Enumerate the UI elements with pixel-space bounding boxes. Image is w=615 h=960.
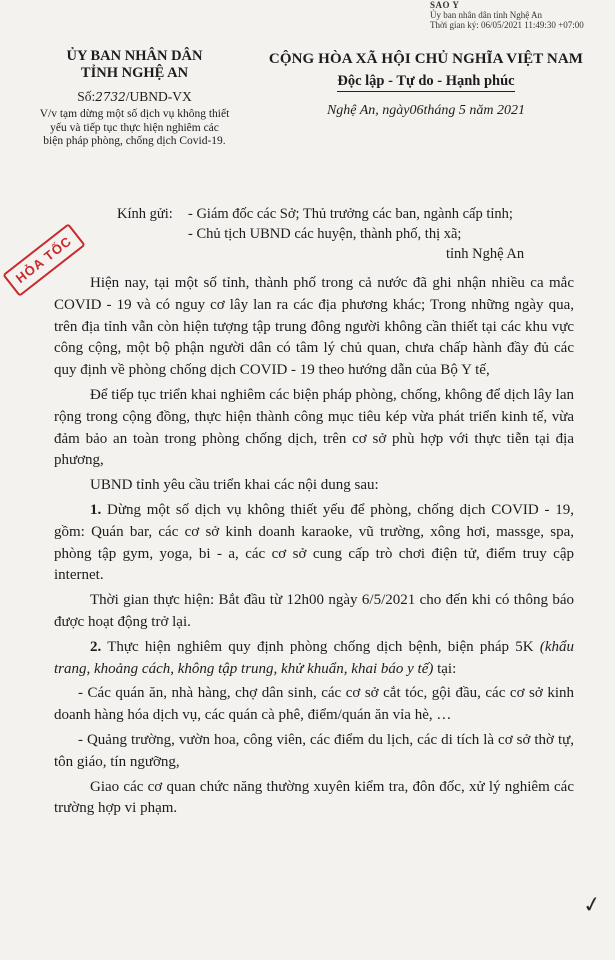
item-2 <box>54 637 574 681</box>
issuer-org-line-2: TỈNH NGHỆ AN <box>80 65 189 81</box>
recipient-3: tỉnh Nghệ An <box>446 246 525 262</box>
paragraph-4: Thời gian thực hiện: Bắt đầu từ 12h00 ngày 6/5/2021 cho đến khi có thông báo được hoạt động trở lại. <box>54 592 574 630</box>
national-header <box>245 50 607 120</box>
item-2-number: 2. <box>90 638 102 655</box>
document-body <box>54 273 574 823</box>
nation-name: CỘNG HÒA XÃ HỘI CHỦ NGHĨA VIỆT NAM <box>268 51 584 67</box>
issuer-org-line-1: ỦY BAN NHÂN DÂN <box>66 48 203 64</box>
paragraph-2: Để tiếp tục triển khai nghiêm các biện pháp phòng, chống, không để dịch lây lan rộng trong cộng đồng, thực hiện thành công mục tiêu kép vừa phát triển kinh tế, vừa đảm bảo an toàn trong phòng chống dịch, trên cơ sở phù hợp với thực tiễn tại địa phương, <box>54 386 574 469</box>
item-2-tail: tại: <box>433 660 457 677</box>
issuer-header <box>22 48 247 149</box>
recipients-label: Kính gửi: <box>117 206 173 222</box>
item-1 <box>54 500 574 587</box>
document-number <box>22 88 247 106</box>
item-2-text: Thực hiện nghiêm quy định phòng chống dịch bệnh, biện pháp 5K <box>101 638 540 655</box>
check-mark-icon: ✓ <box>580 891 604 920</box>
recipient-2: - Chủ tịch UBND các huyện, thành phố, thị xã; <box>188 226 462 242</box>
document-number-value: 2732 <box>95 90 126 104</box>
digital-signature-stamp <box>430 0 615 30</box>
item-1-number: 1. <box>90 501 102 518</box>
document-number-prefix: Số: <box>77 89 96 104</box>
item-2-italic: (khẩu trang, khoảng cách, không tập trung, khử khuẩn, khai báo y tế) <box>54 638 574 677</box>
bullet-1: - Các quán ăn, nhà hàng, chợ dân sinh, các cơ sở cắt tóc, gội đầu, các cơ sở kinh doanh hàng hóa dịch vụ, các quán cà phê, điểm/quán ăn vỉa hè, … <box>54 685 574 724</box>
paragraph-1: Hiện nay, tại một số tỉnh, thành phố trong cả nước đã ghi nhận nhiều ca mắc COVID - 19 và có nguy cơ lây lan ra các địa phương khác; Trong những ngày qua, trên địa tỉnh vẫn còn hiện tượng tập trung đông người không cần thiết tại các khu vực công cộng, một bộ phận người dân có tâm lý chủ quan, chưa chấp hành đầy đủ các quy định về phòng chống dịch COVID - 19 theo hướng dẫn của Bộ Y tế, <box>54 275 574 379</box>
document-subject <box>22 108 247 149</box>
stamp-line-3: Thời gian ký: 06/05/2021 11:49:30 +07:00 <box>430 20 584 30</box>
urgent-stamp: HỎA TỐC <box>2 223 85 297</box>
document-number-suffix: /UBND-VX <box>125 89 192 104</box>
subject-line-2: yếu và tiếp tục thực hiện nghiêm các <box>50 121 219 134</box>
bullet-2: - Quảng trường, vườn hoa, công viên, các điểm du lịch, các di tích là cơ sở thờ tự, tôn giáo, tín ngưỡng, <box>54 731 574 770</box>
document-date: Nghệ An, ngày06tháng 5 năm 2021 <box>326 103 526 118</box>
recipients-list <box>188 204 608 264</box>
item-1-text: Dừng một số dịch vụ không thiết yếu để phòng, chống dịch COVID - 19, gồm: Quán bar, các cơ sở kinh doanh karaoke, vũ trường, xông hơi, massge, spa, phòng tập gym, yoga, bi - a, các cơ sở cung cấp trò chơi điện tử, điểm truy cập internet. <box>54 501 574 584</box>
stamp-line-1: SAO Y <box>430 0 460 10</box>
paragraph-5: Giao các cơ quan chức năng thường xuyên kiểm tra, đôn đốc, xử lý nghiêm các trường hợp vi phạm. <box>54 778 574 817</box>
paragraph-3: UBND tỉnh yêu cầu triển khai các nội dung sau: <box>90 477 379 494</box>
subject-line-1: V/v tạm dừng một số dịch vụ không thiết <box>39 108 230 120</box>
subject-line-3: biện pháp phòng, chống dịch Covid-19. <box>43 135 226 147</box>
recipient-1: - Giám đốc các Sở; Thủ trưởng các ban, ngành cấp tỉnh; <box>188 206 513 222</box>
national-motto: Độc lập - Tự do - Hạnh phúc <box>337 72 514 92</box>
stamp-line-2: Ủy ban nhân dân tỉnh Nghệ An <box>430 10 542 20</box>
